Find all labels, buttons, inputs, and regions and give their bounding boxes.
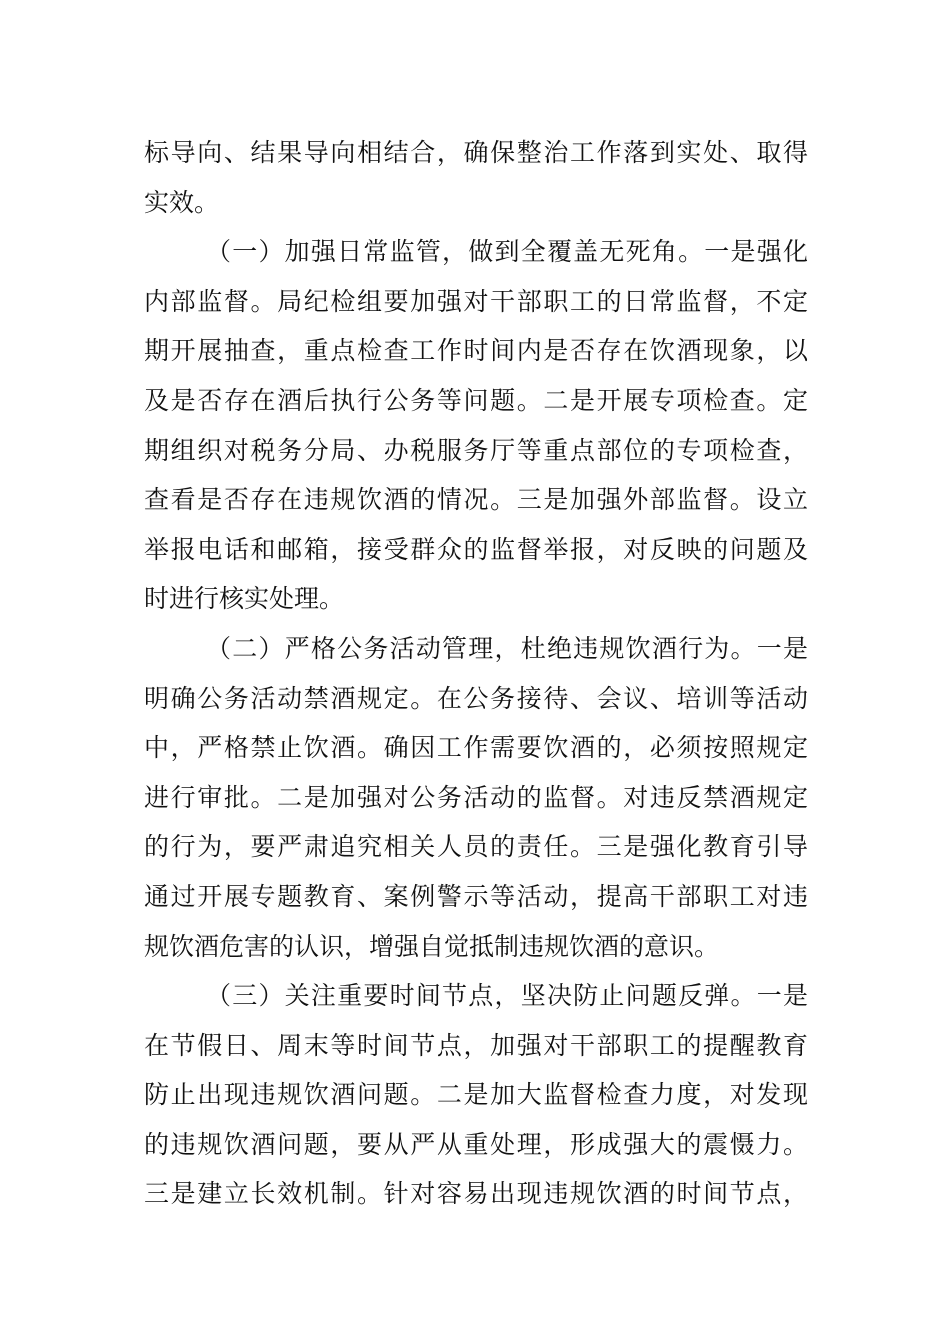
text-line: 中，严格禁止饮酒。确因工作需要饮酒的，必须按照规定 xyxy=(144,733,808,763)
text-line: 期开展抽查，重点检查工作时间内是否存在饮酒现象，以 xyxy=(144,336,808,366)
text-line: 期组织对税务分局、办税服务厅等重点部位的专项检查， xyxy=(144,435,808,465)
text-line: 规饮酒危害的认识，增强自觉抵制违规饮酒的意识。 xyxy=(144,931,720,961)
text-line: 的行为，要严肃追究相关人员的责任。三是强化教育引导 xyxy=(144,832,808,862)
section-heading-line: （二）严格公务活动管理，杜绝违规饮酒行为。一是 xyxy=(206,633,808,663)
text-line: 查看是否存在违规饮酒的情况。三是加强外部监督。设立 xyxy=(144,485,808,515)
body-text xyxy=(144,128,808,1219)
text-line: 举报电话和邮箱，接受群众的监督举报，对反映的问题及 xyxy=(144,534,808,564)
text-line: 明确公务活动禁酒规定。在公务接待、会议、培训等活动 xyxy=(144,683,808,713)
text-line: 三是建立长效机制。针对容易出现违规饮酒的时间节点， xyxy=(144,1179,808,1209)
text-line: 进行审批。二是加强对公务活动的监督。对违反禁酒规定 xyxy=(144,782,808,812)
text-line: 实效。 xyxy=(144,187,220,217)
text-line: 的违规饮酒问题，要从严从重处理，形成强大的震慑力。 xyxy=(144,1129,808,1159)
text-line: 在节假日、周末等时间节点，加强对干部职工的提醒教育 xyxy=(144,1030,808,1060)
text-line: 通过开展专题教育、案例警示等活动，提高干部职工对违 xyxy=(144,881,808,911)
text-line: 防止出现违规饮酒问题。二是加大监督检查力度，对发现 xyxy=(144,1080,808,1110)
text-line: 内部监督。局纪检组要加强对干部职工的日常监督，不定 xyxy=(144,286,808,316)
section-heading-line: （一）加强日常监管，做到全覆盖无死角。一是强化 xyxy=(206,237,808,267)
text-line: 标导向、结果导向相结合，确保整治工作落到实处、取得 xyxy=(144,138,808,167)
text-line: 时进行核实处理。 xyxy=(144,584,345,614)
text-line: 及是否存在酒后执行公务等问题。二是开展专项检查。定 xyxy=(144,385,808,415)
section-heading-line: （三）关注重要时间节点，坚决防止问题反弹。一是 xyxy=(206,981,808,1011)
